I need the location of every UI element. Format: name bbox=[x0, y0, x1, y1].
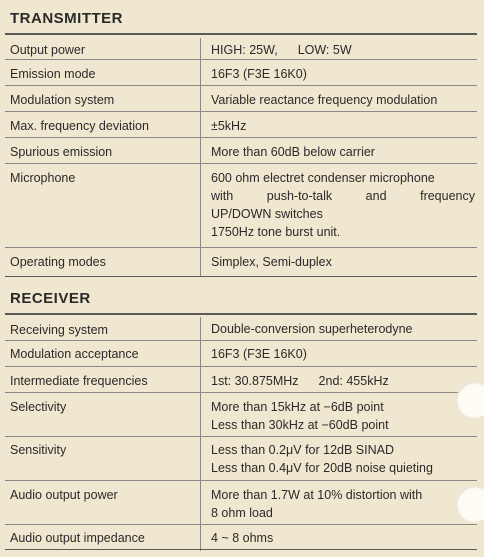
value-line-justified bbox=[211, 187, 475, 205]
column-divider bbox=[200, 481, 201, 524]
receiver-bottom-rule bbox=[5, 549, 477, 550]
column-divider bbox=[200, 164, 201, 247]
spec-row-audio-output-impedance bbox=[5, 525, 477, 551]
column-divider bbox=[200, 38, 201, 59]
row-label: Spurious emission bbox=[10, 145, 113, 159]
spec-row-emission-mode bbox=[5, 60, 477, 86]
row-label: Receiving system bbox=[10, 323, 108, 337]
spec-row-selectivity bbox=[5, 393, 477, 437]
column-divider bbox=[200, 367, 201, 392]
row-label: Audio output impedance bbox=[10, 531, 145, 545]
row-value: 4 ~ 8 ohms bbox=[211, 531, 274, 545]
value-line: Less than 0.2μV for 12dB SINAD bbox=[211, 443, 394, 457]
row-value: Variable reactance frequency modulation bbox=[211, 93, 438, 107]
punch-hole bbox=[456, 486, 484, 522]
spec-row-spurious-emission bbox=[5, 138, 477, 164]
row-value: ±5kHz bbox=[211, 119, 247, 133]
value-line: More than 15kHz at −6dB point bbox=[211, 400, 384, 414]
row-label: Modulation system bbox=[10, 93, 115, 107]
value-word: with bbox=[211, 189, 234, 203]
spec-row-audio-output-power bbox=[5, 481, 477, 525]
row-value: 16F3 (F3E 16K0) bbox=[211, 347, 307, 361]
row-label: Modulation acceptance bbox=[10, 347, 139, 361]
receiver-heading: RECEIVER bbox=[10, 290, 91, 307]
row-value: 16F3 (F3E 16K0) bbox=[211, 67, 307, 81]
value-line: 600 ohm electret condenser microphone bbox=[211, 171, 435, 185]
row-label: Audio output power bbox=[10, 488, 118, 502]
value-word: frequency bbox=[420, 189, 475, 203]
value-line: Less than 30kHz at −60dB point bbox=[211, 418, 389, 432]
column-divider bbox=[200, 86, 201, 111]
value-line: 1750Hz tone burst unit. bbox=[211, 225, 341, 239]
row-label: Operating modes bbox=[10, 255, 106, 269]
spec-row-microphone bbox=[5, 164, 477, 248]
if-first: 1st: 30.875MHz bbox=[211, 374, 299, 388]
row-value bbox=[211, 398, 475, 434]
spec-row-receiving-system bbox=[5, 317, 477, 341]
spec-row-operating-modes bbox=[5, 248, 477, 276]
column-divider bbox=[200, 393, 201, 436]
spec-row-modulation-acceptance bbox=[5, 341, 477, 367]
spec-row-intermediate-frequencies bbox=[5, 367, 477, 393]
output-power-low: LOW: 5W bbox=[297, 43, 352, 57]
row-value bbox=[211, 441, 475, 477]
column-divider bbox=[200, 525, 201, 551]
row-value bbox=[211, 372, 475, 390]
row-label: Microphone bbox=[10, 171, 76, 185]
receiver-top-rule bbox=[5, 313, 477, 315]
row-label: Intermediate frequencies bbox=[10, 374, 148, 388]
transmitter-bottom-rule bbox=[5, 276, 477, 277]
spec-row-output-power bbox=[5, 38, 477, 60]
if-second: 2nd: 455kHz bbox=[318, 374, 389, 388]
column-divider bbox=[200, 60, 201, 85]
value-line: UP/DOWN switches bbox=[211, 207, 323, 221]
row-value bbox=[211, 169, 475, 241]
row-value bbox=[211, 41, 475, 59]
spec-row-max-frequency-deviation bbox=[5, 112, 477, 138]
row-value: More than 60dB below carrier bbox=[211, 145, 375, 159]
punch-hole bbox=[456, 382, 484, 418]
column-divider bbox=[200, 248, 201, 276]
value-word: and bbox=[365, 189, 387, 203]
row-value: Double-conversion superheterodyne bbox=[211, 322, 413, 336]
spec-row-modulation-system bbox=[5, 86, 477, 112]
spec-row-sensitivity bbox=[5, 437, 477, 481]
value-word: push-to-talk bbox=[266, 189, 333, 203]
row-value bbox=[211, 486, 475, 522]
column-divider bbox=[200, 112, 201, 137]
output-power-high: HIGH: 25W, bbox=[211, 43, 278, 57]
value-line: More than 1.7W at 10% distortion with bbox=[211, 488, 423, 502]
value-line: Less than 0.4μV for 20dB noise quieting bbox=[211, 461, 433, 475]
row-label: Selectivity bbox=[10, 400, 67, 414]
column-divider bbox=[200, 437, 201, 480]
column-divider bbox=[200, 317, 201, 340]
row-label: Sensitivity bbox=[10, 443, 67, 457]
row-label: Emission mode bbox=[10, 67, 96, 81]
row-value: Simplex, Semi-duplex bbox=[211, 255, 332, 269]
transmitter-top-rule bbox=[5, 33, 477, 35]
column-divider bbox=[200, 341, 201, 366]
transmitter-heading: TRANSMITTER bbox=[10, 10, 123, 27]
row-label: Max. frequency deviation bbox=[10, 119, 149, 133]
column-divider bbox=[200, 138, 201, 163]
value-line: 8 ohm load bbox=[211, 506, 273, 520]
row-label: Output power bbox=[10, 43, 86, 57]
